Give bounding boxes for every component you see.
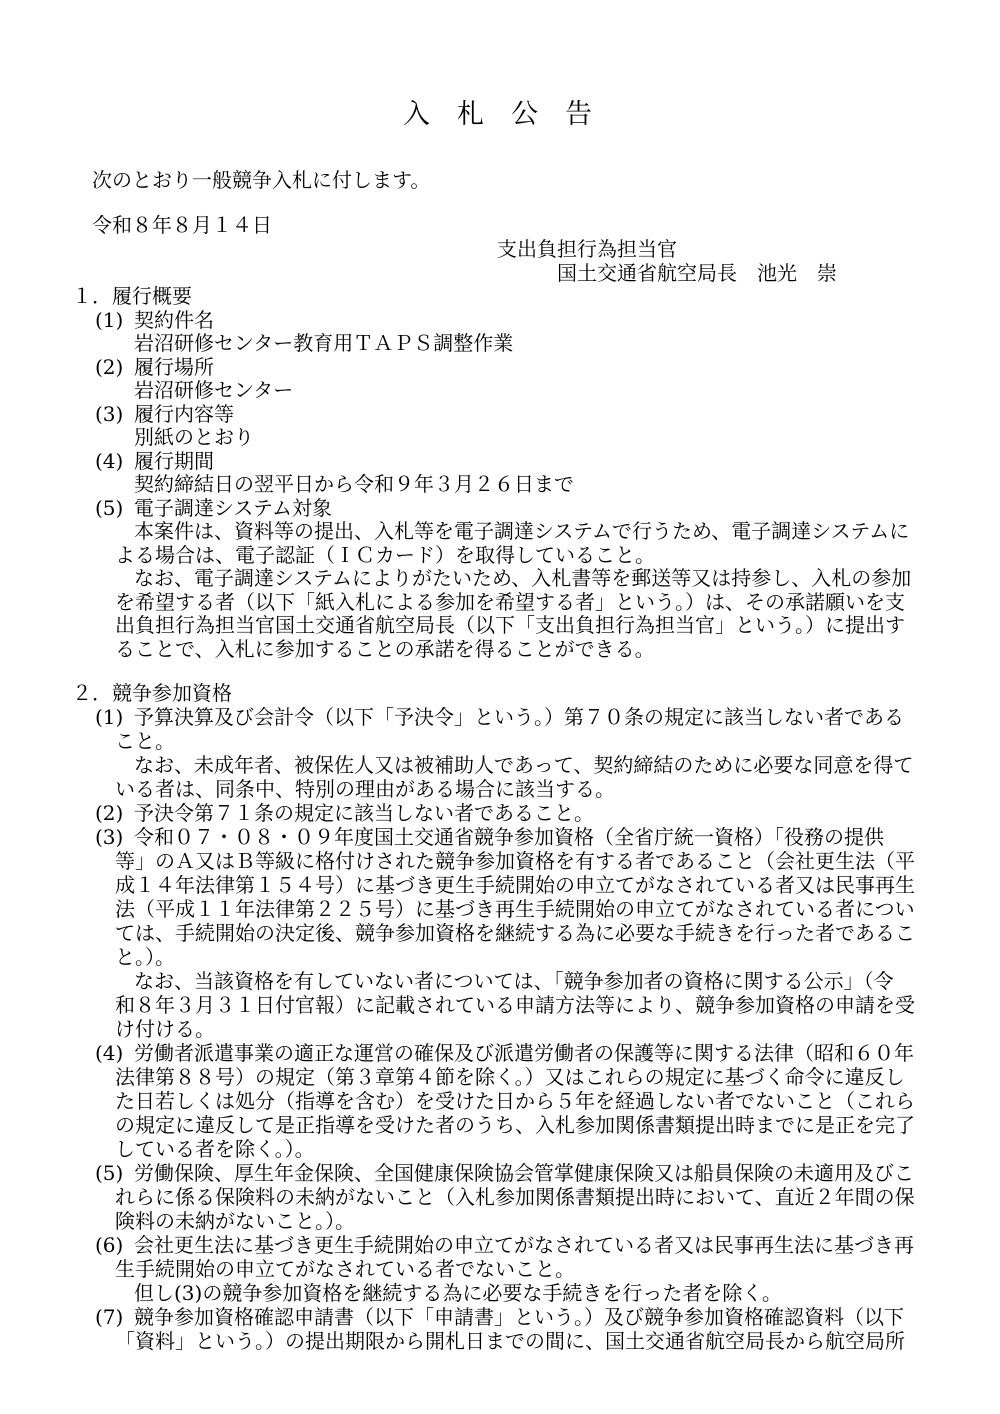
item-line: よる場合は、電子認証（ＩＣカード）を取得していること。 bbox=[115, 543, 655, 567]
item-label: (3) bbox=[95, 402, 124, 426]
item-1-2 bbox=[0, 356, 1000, 380]
item-title: 契約件名 bbox=[134, 308, 214, 332]
section-heading: ２．競争参加資格 bbox=[72, 681, 232, 705]
item-line: を希望する者（以下「紙入札による参加を希望する者」という。）は、その承諾願いを支 bbox=[115, 590, 905, 614]
item-line: 出負担行為担当官国土交通省航空局長（以下「支出負担行為担当官」という。）に提出す bbox=[115, 614, 905, 637]
item-label: (3) bbox=[95, 825, 124, 849]
item-line: ることで、入札に参加することの承諾を得ることができる。 bbox=[115, 637, 655, 661]
item-1-4 bbox=[0, 450, 1000, 474]
item-line: いる者は、同条中、特別の理由がある場合に該当する。 bbox=[115, 777, 615, 801]
item-line: た日若しくは処分（指導を含む）を受けた日から５年を経過しない者でないこと（これら bbox=[115, 1089, 915, 1113]
section-2 bbox=[0, 681, 1000, 1353]
item-2-7 bbox=[0, 1305, 1000, 1329]
item-line: 競争参加資格確認申請書（以下「申請書」という。）及び競争参加資格確認資料（以下 bbox=[134, 1305, 904, 1329]
item-title: 履行内容等 bbox=[134, 402, 234, 426]
item-label: (7) bbox=[95, 1305, 124, 1329]
item-line: 和８年３月３１日付官報）に記載されている申請方法等により、競争参加資格の申請を受 bbox=[115, 993, 915, 1017]
item-title: 電子調達システム対象 bbox=[134, 496, 332, 520]
item-line: の規定に違反して是正指導を受けた者のうち、入札参加関係書類提出時までに是正を完了 bbox=[115, 1113, 915, 1137]
item-line: 成１４年法律第１５４号）に基づき更生手続開始の申立てがなされている者又は民事再生 bbox=[115, 873, 915, 897]
item-line: 予算決算及び会計令（以下「予決令」という。）第７０条の規定に該当しない者である bbox=[134, 705, 904, 729]
item-line: 法（平成１１年法律第２２５号）に基づき再生手続開始の申立てがなされている者につい bbox=[115, 897, 915, 921]
item-line: 岩沼研修センター教育用ＴＡＰＳ調整作業 bbox=[134, 332, 514, 355]
item-line: ては、手続開始の決定後、競争参加資格を継続する為に必要な手続きを行った者であるこ bbox=[115, 921, 915, 945]
item-title: 履行場所 bbox=[134, 355, 214, 379]
item-title: 履行期間 bbox=[134, 449, 214, 473]
item-line: 本案件は、資料等の提出、入札等を電子調達システムで行うため、電子調達システムに bbox=[134, 520, 910, 543]
announce-date: 令和８年８月１４日 bbox=[92, 213, 272, 237]
item-line: 等」のＡ又はＢ等級に格付けされた競争参加資格を有する者であること（会社更生法（平 bbox=[115, 849, 915, 873]
item-line: と。）。 bbox=[115, 945, 175, 969]
item-line: 別紙のとおり bbox=[134, 426, 254, 449]
item-line: 令和０７・０８・０９年度国土交通省競争参加資格（全省庁統一資格）「役務の提供 bbox=[134, 825, 884, 849]
item-2-2 bbox=[0, 801, 1000, 825]
item-line: 会社更生法に基づき更生手続開始の申立てがなされている者又は民事再生法に基づき再 bbox=[134, 1233, 914, 1257]
item-line: 生手続開始の申立てがなされている者でないこと。 bbox=[115, 1257, 575, 1281]
issuer-name: 国土交通省航空局長 池光 崇 bbox=[557, 261, 837, 285]
item-label: (5) bbox=[95, 496, 124, 520]
item-line: している者を除く。）。 bbox=[115, 1137, 315, 1161]
item-line: け付ける。 bbox=[115, 1017, 215, 1041]
item-2-4 bbox=[0, 1041, 1000, 1065]
item-label: (4) bbox=[95, 1041, 124, 1065]
item-line: なお、未成年者、被保佐人又は被補助人であって、契約締結のために必要な同意を得て bbox=[134, 753, 914, 777]
item-label: (2) bbox=[95, 801, 124, 825]
item-line: 契約締結日の翌平日から令和９年３月２６日まで bbox=[134, 473, 574, 496]
section-heading: １．履行概要 bbox=[72, 285, 192, 308]
item-label: (5) bbox=[95, 1161, 124, 1185]
item-label: (4) bbox=[95, 449, 124, 473]
issuer-role: 支出負担行為担当官 bbox=[497, 237, 677, 261]
item-line: 岩沼研修センター bbox=[134, 379, 294, 402]
item-2-5 bbox=[0, 1161, 1000, 1185]
section-1 bbox=[0, 285, 1000, 661]
item-line: 予決令第７１条の規定に該当しない者であること。 bbox=[134, 801, 594, 825]
item-line: 労働者派遣事業の適正な運営の確保及び派遣労働者の保護等に関する法律（昭和６０年 bbox=[134, 1041, 914, 1065]
item-line: 但し(3)の競争参加資格を継続する為に必要な手続きを行った者を除く。 bbox=[134, 1281, 782, 1305]
item-line: 「資料」という。）の提出期限から開札日までの間に、国土交通省航空局長から航空局所 bbox=[115, 1329, 905, 1353]
item-2-3 bbox=[0, 825, 1000, 849]
item-1-1 bbox=[0, 309, 1000, 333]
item-line: 険料の未納がないこと。）。 bbox=[115, 1209, 355, 1233]
item-line: れらに係る保険料の未納がないこと（入札参加関係書類提出時において、直近２年間の保 bbox=[115, 1185, 915, 1209]
item-label: (1) bbox=[95, 308, 124, 332]
item-label: (1) bbox=[95, 705, 124, 729]
item-1-3 bbox=[0, 403, 1000, 427]
item-label: (2) bbox=[95, 355, 124, 379]
intro-text: 次のとおり一般競争入札に付します。 bbox=[92, 168, 431, 192]
item-1-5 bbox=[0, 497, 1000, 521]
item-line: なお、電子調達システムによりがたいため、入札書等を郵送等又は持参し、入札の参加 bbox=[134, 567, 912, 590]
page-title: 入 札 公 告 bbox=[403, 99, 592, 130]
item-line: 労働保険、厚生年金保険、全国健康保険協会管掌健康保険又は船員保険の未適用及びこ bbox=[134, 1161, 914, 1185]
item-2-1 bbox=[0, 705, 1000, 729]
item-label: (6) bbox=[95, 1233, 124, 1257]
item-line: なお、当該資格を有していない者については、「競争参加者の資格に関する公示」（令 bbox=[134, 969, 894, 993]
item-line: 法律第８８号）の規定（第３章第４節を除く。）又はこれらの規定に基づく命令に違反し bbox=[115, 1065, 905, 1089]
item-line: こと。 bbox=[115, 729, 175, 753]
item-2-6 bbox=[0, 1233, 1000, 1257]
